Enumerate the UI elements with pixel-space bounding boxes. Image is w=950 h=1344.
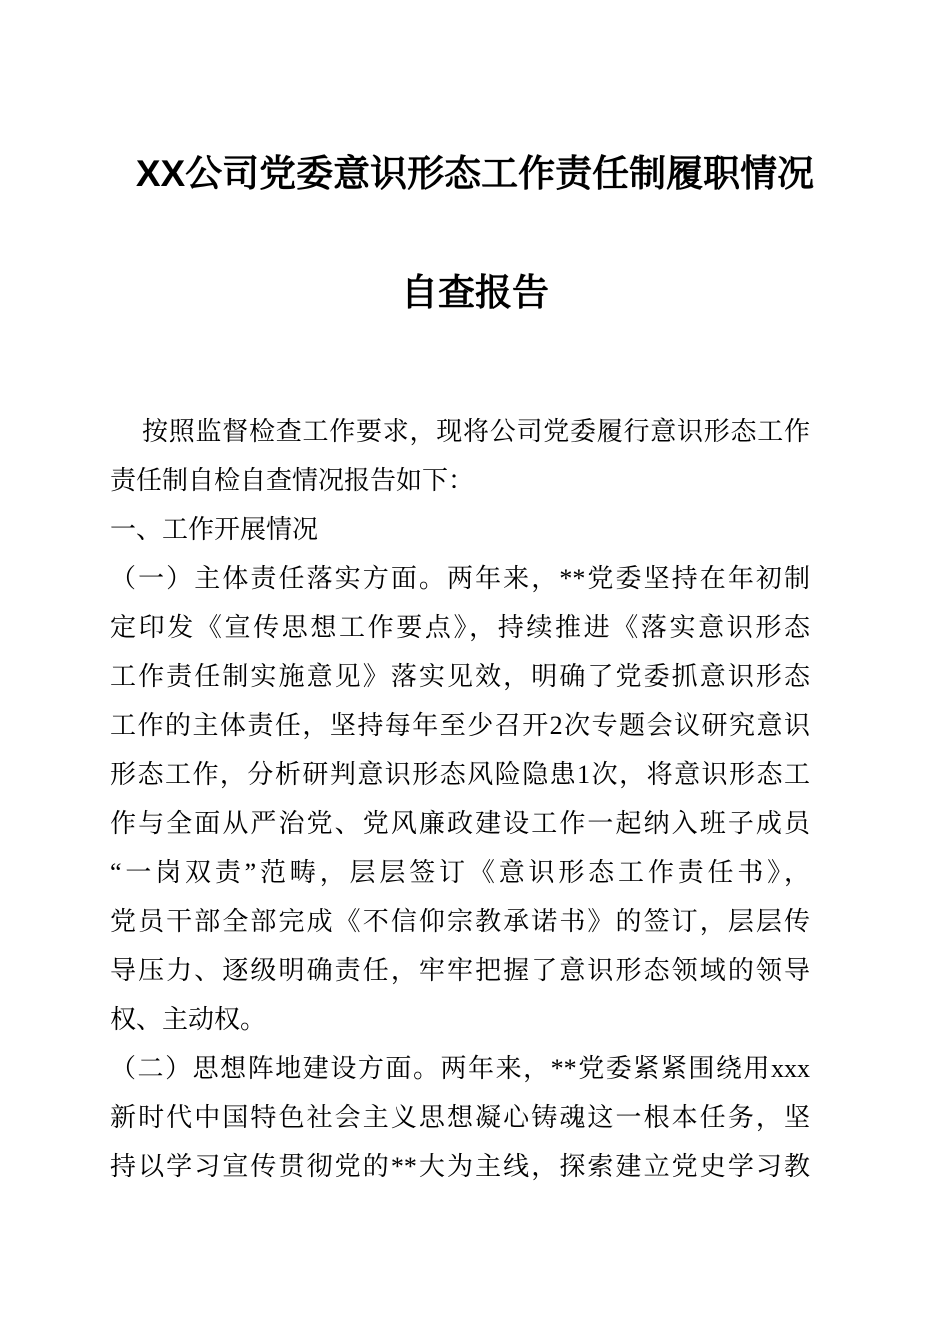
paragraph-intro — [110, 407, 810, 505]
document-title — [0, 153, 950, 314]
text-line: 作与全面从严治党、党风廉政建设工作一起纳入班子成员 — [110, 809, 810, 838]
title-line-1: XX公司党委意识形态工作责任制履职情况 — [135, 153, 815, 194]
paragraph-section-1-part-2 — [110, 1044, 810, 1191]
title-line-2: 自查报告 — [401, 272, 549, 313]
text-line: 新时代中国特色社会主义思想凝心铸魂这一根本任务，坚 — [110, 1103, 810, 1132]
text-line: 导压力、逐级明确责任，牢牢把握了意识形态领域的领导 — [110, 956, 810, 985]
document-body — [110, 407, 810, 1191]
text-line: （一）主体责任落实方面。两年来，**党委坚持在年初制 — [110, 564, 810, 593]
text-line: 工作的主体责任，坚持每年至少召开2次专题会议研究意识 — [110, 711, 810, 740]
text-line: 形态工作，分析研判意识形态风险隐患1次，将意识形态工 — [110, 760, 810, 789]
text-line: 工作责任制实施意见》落实见效，明确了党委抓意识形态 — [110, 662, 810, 691]
text-line: 定印发《宣传思想工作要点》，持续推进《落实意识形态 — [110, 613, 810, 642]
text-line: 按照监督检查工作要求，现将公司党委履行意识形态工作 — [142, 417, 810, 446]
text-line: 一、工作开展情况 — [110, 515, 319, 544]
text-line: 持以学习宣传贯彻党的**大为主线，探索建立党史学习教 — [110, 1152, 810, 1181]
text-line: 权、主动权。 — [110, 1005, 267, 1034]
paragraph-section-1-part-1 — [110, 554, 810, 1044]
paragraph-section-1-heading — [110, 505, 810, 554]
text-line: 党员干部全部完成《不信仰宗教承诺书》的签订，层层传 — [110, 907, 810, 936]
text-line: 责任制自检自查情况报告如下： — [110, 466, 475, 495]
text-line: “一岗双责”范畴，层层签订《意识形态工作责任书》， — [110, 858, 810, 887]
text-line: （二）思想阵地建设方面。两年来，**党委紧紧围绕用xxx — [110, 1054, 810, 1083]
